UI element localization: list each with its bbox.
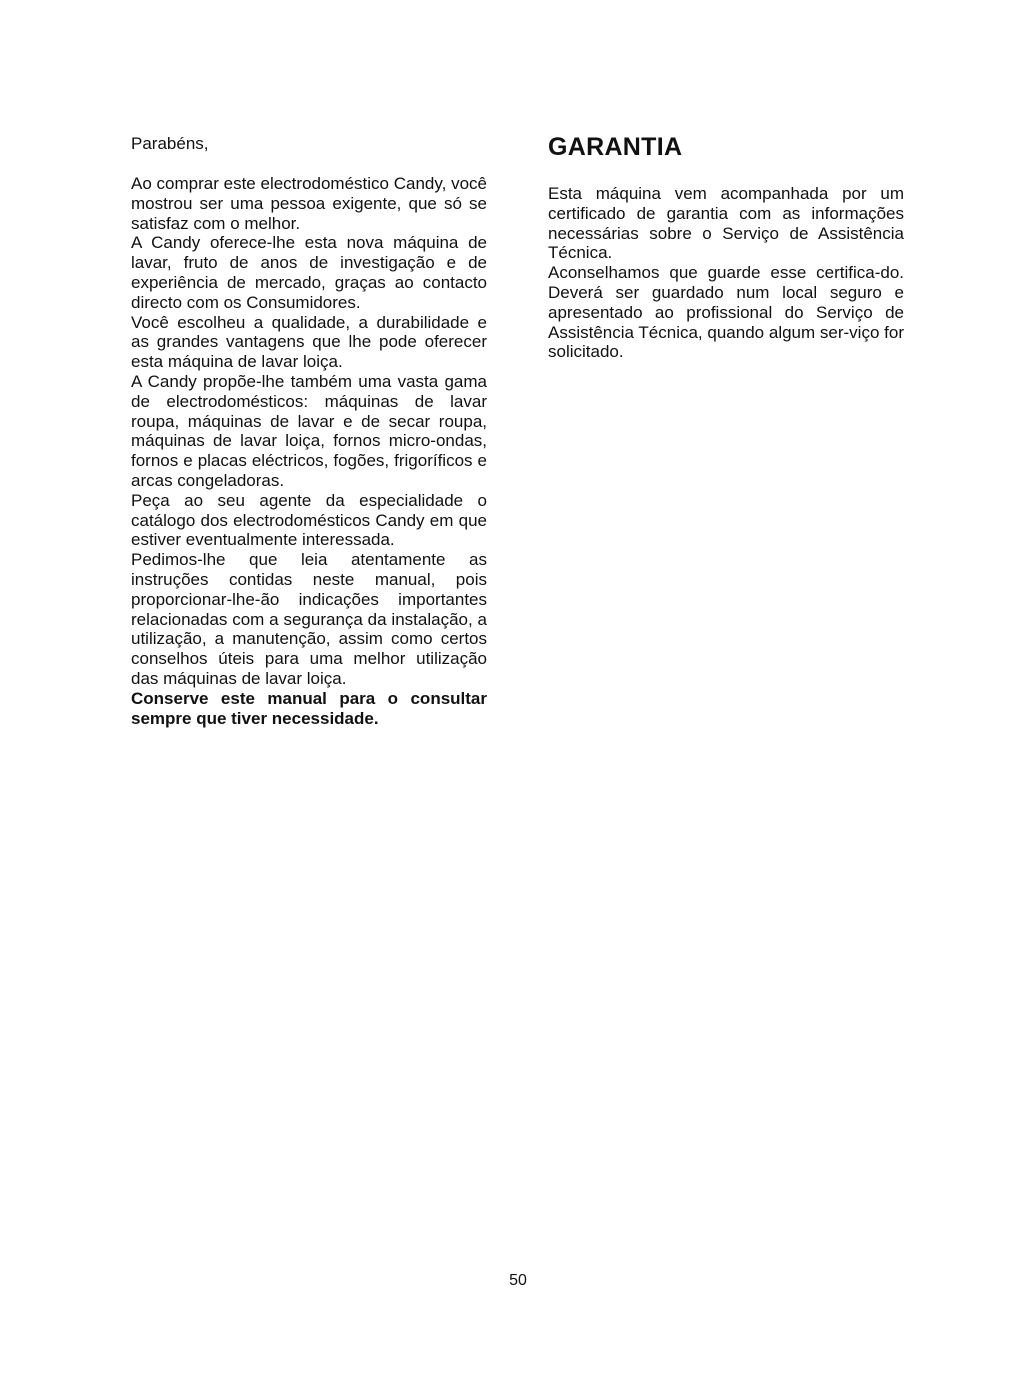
page-number: 50 bbox=[509, 1272, 527, 1289]
intro-paragraph-4: A Candy propõe-lhe também uma vasta gama de electrodomésticos: máquinas de lavar roupa, máquinas de lavar e de secar roupa, máquinas de lavar loiça, fornos micro-ondas, fornos e placas eléctricos, fogões, frigoríficos e arcas congeladoras. bbox=[131, 371, 487, 490]
intro-paragraph-2: A Candy oferece-lhe esta nova máquina de lavar, fruto de anos de investigação e de experiência de mercado, graças ao contacto directo com os Consumidores. bbox=[131, 233, 487, 312]
warranty-text bbox=[548, 184, 904, 362]
warranty-heading: GARANTIA bbox=[548, 133, 683, 161]
intro-text bbox=[131, 174, 487, 728]
intro-paragraph-3: Você escolheu a qualidade, a durabilidade e as grandes vantagens que lhe pode oferecer esta máquina de lavar loiça. bbox=[131, 312, 487, 372]
warranty-paragraph-2: Aconselhamos que guarde esse certifica-do. Deverá ser guardado num local seguro e apresentado ao profissional do Serviço de Assistência Técnica, quando algum ser-viço for solicitado. bbox=[548, 263, 904, 362]
closing-note: Conserve este manual para o consultar sempre que tiver necessidade. bbox=[131, 688, 487, 728]
greeting: Parabéns, bbox=[131, 134, 209, 153]
intro-paragraph-6: Pedimos-lhe que leia atentamente as instruções contidas neste manual, pois proporcionar-lhe-ão indicações importantes relacionadas com a segurança da instalação, a utilização, a manutenção, assim como certos conselhos úteis para uma melhor utilização das máquinas de lavar loiça. bbox=[131, 550, 487, 688]
intro-paragraph-1: Ao comprar este electrodoméstico Candy, você mostrou ser uma pessoa exigente, que só se satisfaz com o melhor. bbox=[131, 174, 487, 233]
warranty-paragraph-1: Esta máquina vem acompanhada por um certificado de garantia com as informações necessárias sobre o Serviço de Assistência Técnica. bbox=[548, 184, 904, 263]
intro-paragraph-5: Peça ao seu agente da especialidade o catálogo dos electrodomésticos Candy em que estiver eventualmente interessada. bbox=[131, 490, 487, 550]
